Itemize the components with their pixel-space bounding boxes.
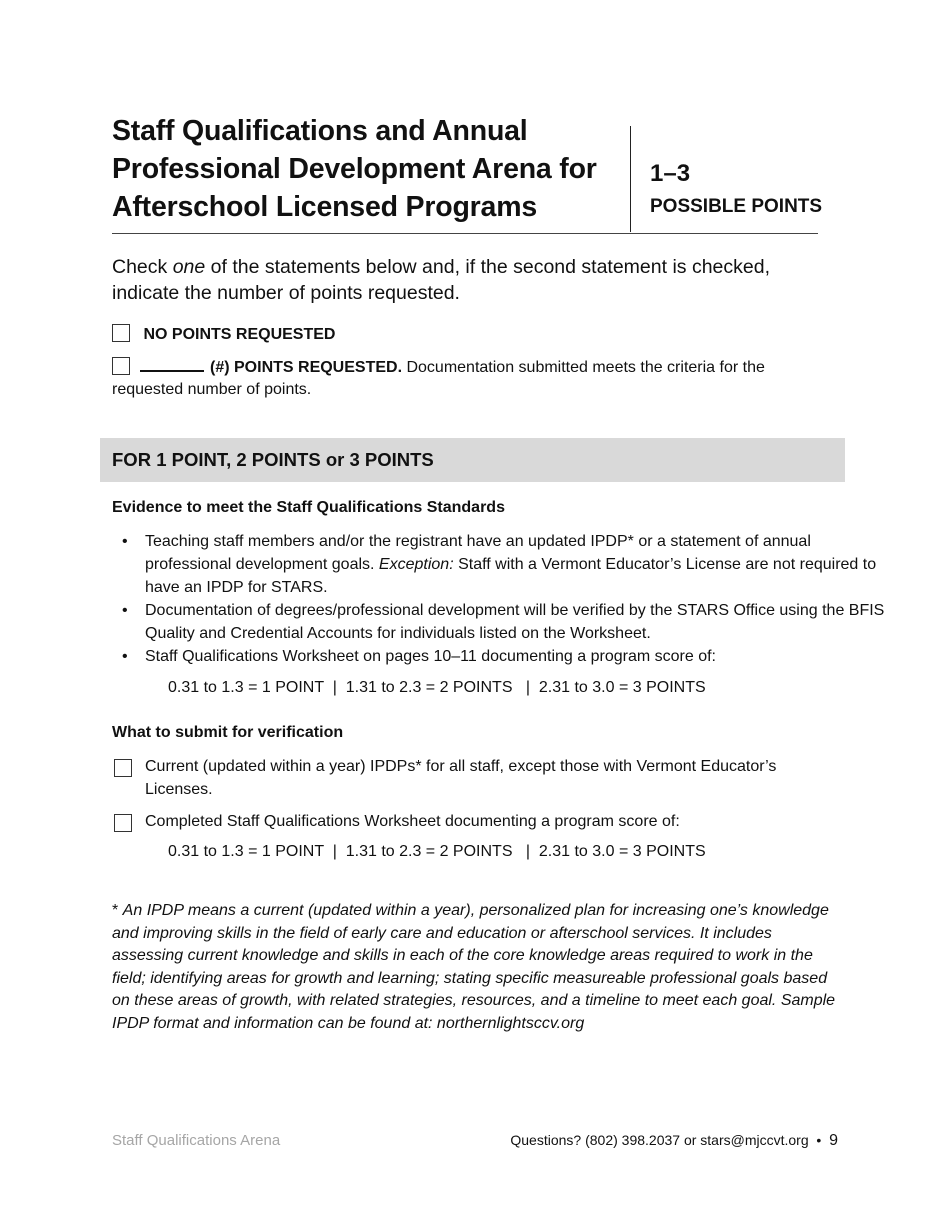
ipdp-footnote <box>112 900 842 1036</box>
points-requested-description: Documentation submitted meets the criteria for the requested number of points. <box>112 359 765 398</box>
intro-emphasis: one <box>172 256 206 278</box>
evidence-heading: Evidence to meet the Staff Qualifications Standards <box>112 499 505 516</box>
intro-before: Check <box>112 256 173 278</box>
submit-item-checkbox[interactable] <box>114 759 132 777</box>
points-requested-checkbox[interactable] <box>112 357 130 375</box>
list-item: • Staff Qualifications Worksheet on pages 10–11 documenting a program score of: <box>145 645 885 668</box>
score-scale: 0.31 to 1.3 = 1 POINT | 1.31 to 2.3 = 2 POINTS | 2.31 to 3.0 = 3 POINTS <box>168 843 706 860</box>
page-number: 9 <box>829 1132 838 1149</box>
footer-section-name: Staff Qualifications Arena <box>112 1132 281 1149</box>
page-title <box>112 112 612 226</box>
bullet-1-before: Teaching staff members and/or the registrant have an updated IPDP* or a statement of annual professional development goals. <box>145 533 811 573</box>
points-range: 1–3 <box>650 160 691 187</box>
list-item <box>145 530 885 599</box>
no-points-label: NO POINTS REQUESTED <box>143 326 336 343</box>
footer-contact <box>510 1132 838 1150</box>
header-vertical-divider <box>630 126 631 232</box>
bullet-1-emphasis: Exception: <box>378 556 454 573</box>
footer-contact-text: Questions? (802) 398.2037 or stars@mjccvt.org <box>510 1132 809 1148</box>
score-scale: 0.31 to 1.3 = 1 POINT | 1.31 to 2.3 = 2 POINTS | 2.31 to 3.0 = 3 POINTS <box>168 679 706 696</box>
footnote-text: An IPDP means a current (updated within a year), personalized plan for increasing one’s knowledge and improving skills in the field of early care and education or afterschool services. It includes assessing current knowledge and skills in each of the core knowledge areas required to work in the field; identifying areas for growth and learning; stating specific measureable professional goals based on these areas of growth, with related strategies, resources, and a timeline to meet each goal. Sample IPDP format and information can be found at: northernlightsccv.org <box>112 902 836 1032</box>
title-line: Professional Development Arena for <box>112 153 597 185</box>
evidence-list <box>112 530 885 668</box>
points-label: POSSIBLE POINTS <box>650 196 823 217</box>
list-item: • Documentation of degrees/professional development will be verified by the STARS Office using the BFIS Quality and Credential Accounts for individuals listed on the Worksheet. <box>145 599 885 645</box>
intro-instructions <box>112 254 832 306</box>
intro-after: of the statements below and, if the second statement is checked, indicate the number of points requested. <box>112 256 770 304</box>
section-heading: FOR 1 POINT, 2 POINTS or 3 POINTS <box>112 449 434 470</box>
footer-separator: • <box>808 1132 830 1148</box>
no-points-checkbox[interactable] <box>112 324 130 342</box>
points-number-blank[interactable] <box>140 356 204 372</box>
title-line: Staff Qualifications and Annual <box>112 115 528 147</box>
submit-item <box>112 755 842 801</box>
header-horizontal-divider <box>112 233 818 234</box>
submit-item-text: Current (updated within a year) IPDPs* for all staff, except those with Vermont Educator’s Licenses. <box>145 758 777 798</box>
footnote-asterisk: * <box>112 902 123 919</box>
points-requested-option <box>112 356 832 401</box>
bullet-1-after: Staff with a Vermont Educator’s License are not required to have an IPDP for STARS. <box>145 556 877 596</box>
title-line: Afterschool Licensed Programs <box>112 191 537 223</box>
points-requested-label: (#) POINTS REQUESTED. <box>210 359 403 376</box>
no-points-option <box>112 324 335 346</box>
submit-item <box>112 810 842 833</box>
submit-item-checkbox[interactable] <box>114 814 132 832</box>
submit-item-text: Completed Staff Qualifications Worksheet documenting a program score of: <box>145 813 680 830</box>
submit-heading: What to submit for verification <box>112 724 344 741</box>
